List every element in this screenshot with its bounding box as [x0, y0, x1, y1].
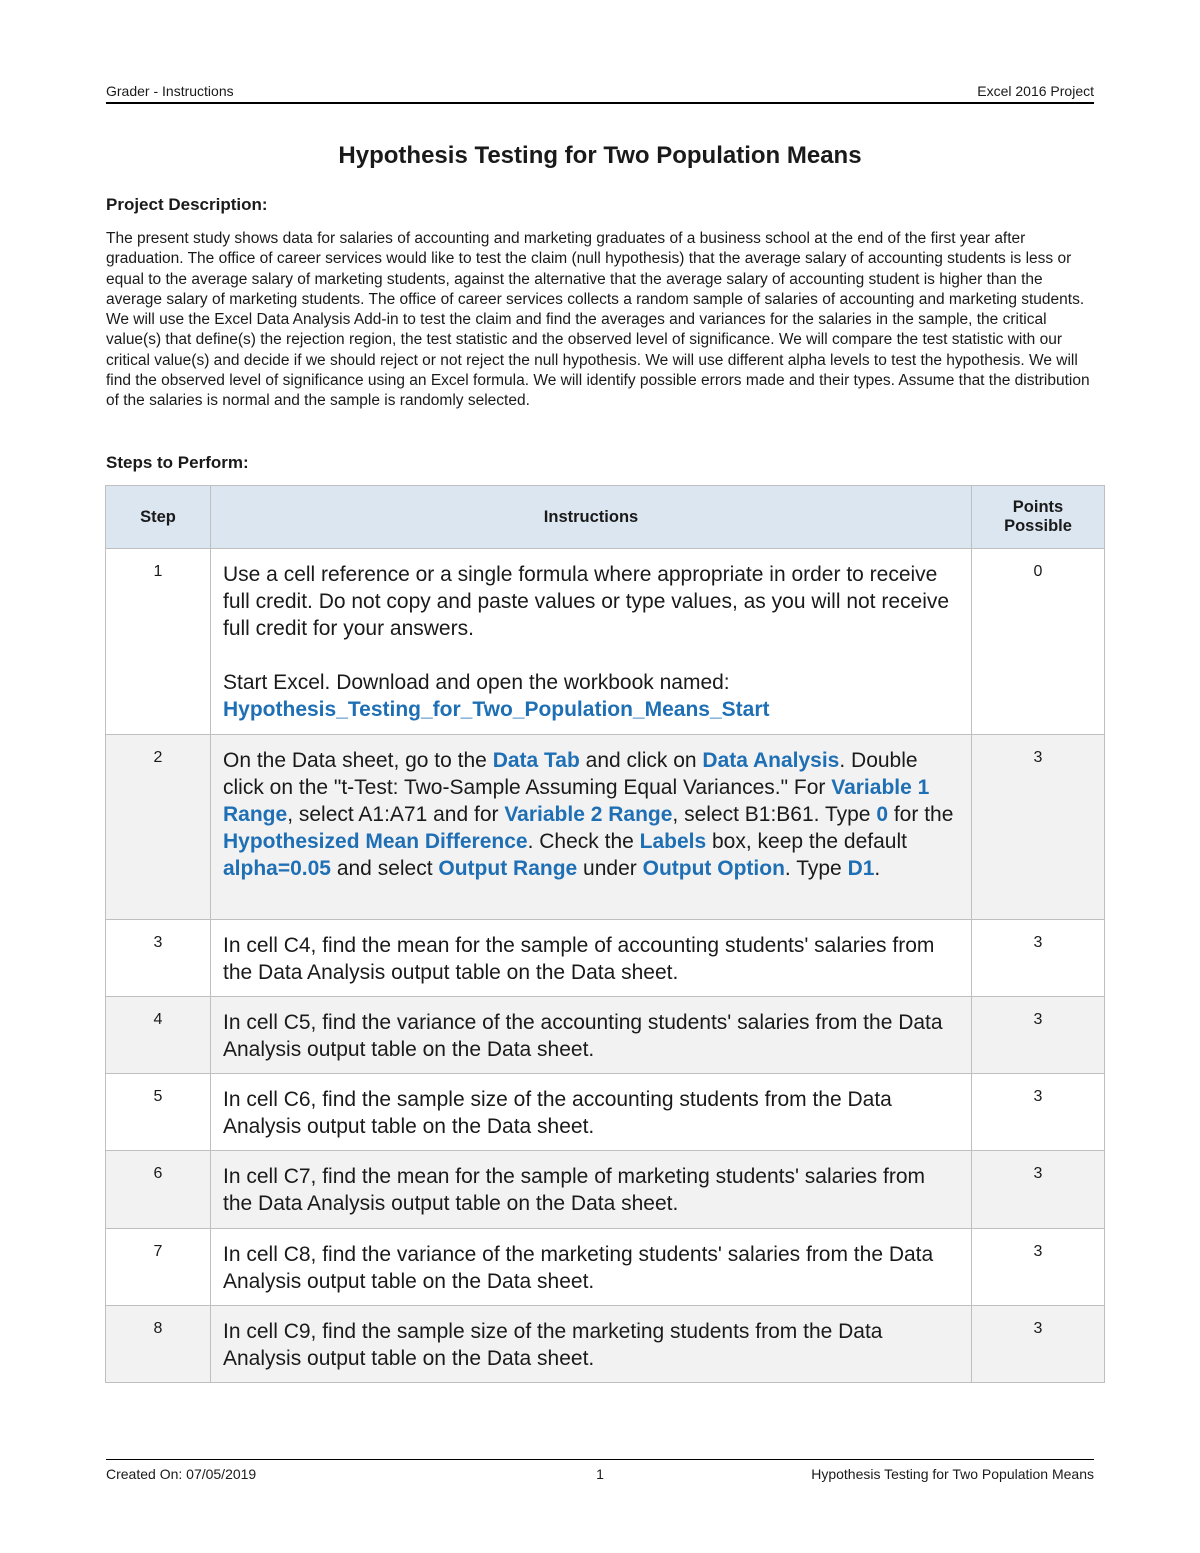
- instruction-highlight: D1: [847, 857, 875, 880]
- table-row: [106, 997, 1105, 1074]
- step-points: 3: [972, 920, 1105, 997]
- instruction-text: box, keep the default: [706, 830, 907, 853]
- table-row: [106, 1151, 1105, 1229]
- step-number: 5: [106, 1074, 211, 1151]
- step-points: 3: [972, 1306, 1105, 1383]
- instruction-highlight: Data Tab: [492, 749, 580, 772]
- instruction-text: .: [874, 857, 881, 880]
- page-title: Hypothesis Testing for Two Population Means: [338, 142, 862, 169]
- table-row: [106, 1306, 1105, 1383]
- footer-created-on: Created On: 07/05/2019: [106, 1466, 257, 1482]
- instruction-highlight: Data Analysis: [702, 749, 840, 772]
- instruction-highlight: Variable 2 Range: [504, 803, 673, 826]
- workbook-filename: Hypothesis_Testing_for_Two_Population_Means_Start: [223, 698, 770, 721]
- step-points: 0: [972, 549, 1105, 735]
- points-header-line2: Possible: [1004, 517, 1072, 535]
- table-row: [106, 735, 1105, 920]
- step-instruction-paragraph: Use a cell reference or a single formula where appropriate in order to receive full credit. Do not copy and paste values or type values, as you will not receive full credit for your answers.: [223, 563, 950, 640]
- step-number: 2: [106, 735, 211, 920]
- instruction-text: . Check the: [527, 830, 640, 853]
- page-header: [106, 82, 1094, 104]
- step-instructions: In cell C7, find the mean for the sample of marketing students' salaries from the Data Analysis output table on the Data sheet.: [211, 1151, 972, 1229]
- step-points: 3: [972, 1229, 1105, 1306]
- instruction-text: and click on: [579, 749, 703, 772]
- instruction-highlight: alpha=0.05: [223, 857, 331, 880]
- step-number: 4: [106, 997, 211, 1074]
- step-points: 3: [972, 735, 1105, 920]
- step-instructions: [211, 549, 972, 735]
- footer-document-title: Hypothesis Testing for Two Population Means: [811, 1466, 1094, 1482]
- instruction-text: . Type: [784, 857, 848, 880]
- column-header-step: Step: [106, 486, 211, 549]
- instruction-text: , select A1:A71 and for: [287, 803, 505, 826]
- step-number: 8: [106, 1306, 211, 1383]
- instruction-highlight: Labels: [639, 830, 707, 853]
- instruction-text: and select: [330, 857, 439, 880]
- instruction-text: under: [577, 857, 643, 880]
- instruction-highlight: Output Range: [438, 857, 578, 880]
- table-row: [106, 920, 1105, 997]
- instruction-highlight: Output Option: [642, 857, 785, 880]
- table-row: [106, 1074, 1105, 1151]
- column-header-points: [972, 486, 1105, 549]
- instruction-highlight: 0: [876, 803, 889, 826]
- instruction-text: , select B1:B61. Type: [672, 803, 877, 826]
- instruction-text: . Double click on the "t-Test: Two-Sample Assuming Equal Variances." For: [223, 749, 918, 799]
- project-description-text: The present study shows data for salaries of accounting and marketing graduates of a business school at the end of the first year after graduation. The office of career services would like to test the claim (null hypothesis) that the average salary of accounting students is less or equal to the average salary of marketing students, against the alternative that the average salary of accounting student is higher than the average salary of marketing students. The office of career services collects a random sample of salaries of accounting and marketing students. We will use the Excel Data Analysis Add-in to test the claim and find the averages and variances for the salaries in the sample, the critical value(s) that define(s) the rejection region, the test statistic and the observed level of significance. We will compare the test statistic with our critical value(s) and decide if we should reject or not reject the null hypothesis. We will use different alpha levels to test the hypothesis. We will find the observed level of significance using an Excel formula. We will identify possible errors made and their types. Assume that the distribution of the salaries is normal and the sample is randomly selected.: [106, 230, 1090, 410]
- page-footer: [106, 1459, 1094, 1482]
- instruction-highlight: Variable 1 Range: [223, 776, 930, 826]
- step-instructions: In cell C5, find the variance of the accounting students' salaries from the Data Analysis output table on the Data sheet.: [211, 997, 972, 1074]
- instruction-text: for the: [888, 803, 954, 826]
- instruction-highlight: Hypothesized Mean Difference: [223, 830, 528, 853]
- step-number: 7: [106, 1229, 211, 1306]
- step-points: 3: [972, 1151, 1105, 1229]
- step-number: 1: [106, 549, 211, 735]
- step-instructions: [211, 735, 972, 920]
- steps-heading: Steps to Perform:: [106, 453, 249, 472]
- step-points: 3: [972, 997, 1105, 1074]
- step-number: 6: [106, 1151, 211, 1229]
- project-description-heading: Project Description:: [106, 195, 268, 214]
- step-instructions: In cell C6, find the sample size of the accounting students from the Data Analysis output table on the Data sheet.: [211, 1074, 972, 1151]
- instruction-text: On the Data sheet, go to the: [223, 749, 493, 772]
- steps-table: [105, 485, 1105, 1383]
- column-header-instructions: Instructions: [211, 486, 972, 549]
- header-right-text: Excel 2016 Project: [977, 83, 1094, 99]
- table-row: [106, 1229, 1105, 1306]
- table-row: [106, 549, 1105, 735]
- points-header-line1: Points: [1012, 498, 1064, 516]
- header-left-text: Grader - Instructions: [106, 83, 234, 99]
- step-points: 3: [972, 1074, 1105, 1151]
- table-header-row: [106, 486, 1105, 549]
- step-number: 3: [106, 920, 211, 997]
- step-instructions: In cell C4, find the mean for the sample of accounting students' salaries from the Data Analysis output table on the Data sheet.: [211, 920, 972, 997]
- step-instructions: In cell C9, find the sample size of the marketing students from the Data Analysis output table on the Data sheet.: [211, 1306, 972, 1383]
- footer-page-number: 1: [596, 1466, 604, 1482]
- step-instruction-paragraph: Start Excel. Download and open the workbook named:: [223, 671, 730, 694]
- step-instructions: In cell C8, find the variance of the marketing students' salaries from the Data Analysis output table on the Data sheet.: [211, 1229, 972, 1306]
